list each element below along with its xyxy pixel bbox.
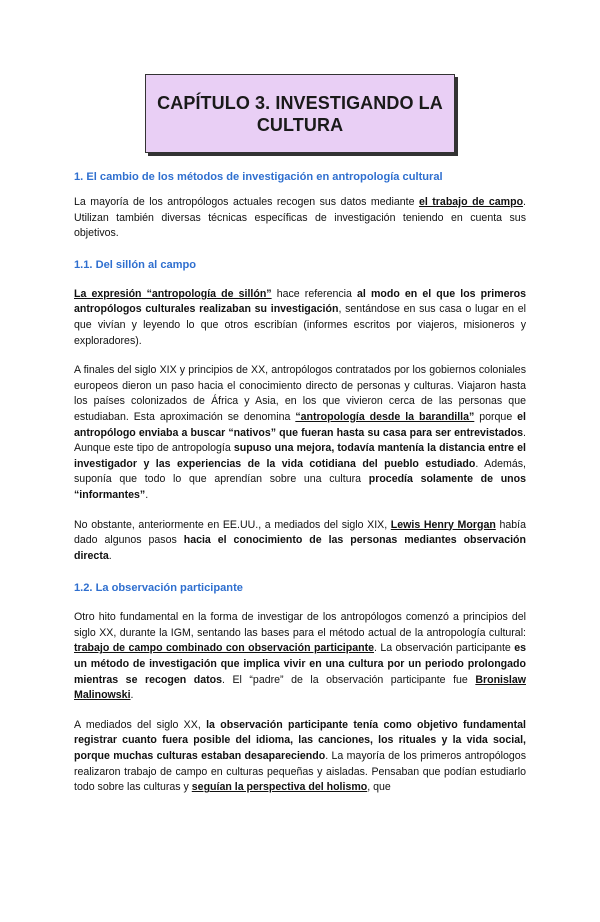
- chapter-title-line1: CAPÍTULO 3. INVESTIGANDO LA: [157, 92, 443, 113]
- bold-text: al modo en el que los primeros antropólogos culturales realizaban su investigación: [74, 287, 526, 316]
- underlined-name: Bronislaw Malinowski: [74, 673, 526, 702]
- bold-text: supuso una mejora, todavía mantenía la distancia entre el investigador y las experiencias de la vida cotidiana del pueblo estudiado: [74, 442, 527, 470]
- bold-text: la observación participante tenía como objetivo fundamental registrar cuanto fuera posible del idioma, las canciones, los rituales y la vida social, porque muchas culturas estaban desapareciendo: [74, 718, 526, 763]
- bold-text: el antropólogo enviaba a buscar “nativos” que fueran hasta su casa para ser entrevistados: [74, 410, 526, 439]
- bold-text: procedía solamente de unos “informantes”: [74, 473, 526, 501]
- underlined-term: el trabajo de campo: [418, 196, 524, 208]
- underlined-name: Lewis Henry Morgan: [390, 518, 496, 531]
- bold-text: hacia el conocimiento de las personas mediantes observación directa: [74, 534, 526, 562]
- section-1-1-paragraph-1: La expresión “antropología de sillón” hace referencia al modo en el que los primeros antropólogos culturales realizaban su investigación, sentándose en sus casa o lugar en el que vivían y leyendo lo que otros escribían (informes escritos por viajeros, misioneros y exploradores).: [74, 287, 526, 347]
- underlined-term: seguían la perspectiva del holismo: [191, 781, 368, 794]
- section-1-1-heading: 1.1. Del sillón al campo: [74, 258, 197, 271]
- section-1-2-paragraph-2: A mediados del siglo XX, la observación participante tenía como objetivo fundamental registrar cuanto fuera posible del idioma, las canciones, los rituales y la vida social, porque muchas culturas estaban desapareciendo. La mayoría de los primeros antropólogos realizaron trabajo de campo en culturas pequeñas y aisladas. Pensaban que podían estudiarlo todo sobre las culturas y seguían la perspectiva del holismo, que: [74, 718, 526, 794]
- underlined-term: “antropología desde la barandilla”: [295, 410, 475, 423]
- document-page: [0, 74, 600, 922]
- underlined-term: La expresión “antropología de sillón”: [74, 287, 272, 300]
- underlined-term: trabajo de campo combinado con observación participante: [74, 642, 374, 655]
- chapter-title-box: [145, 74, 455, 153]
- section-1-2-paragraph-1: Otro hito fundamental en la forma de investigar de los antropólogos comenzó a principios del siglo XX, durante la IGM, sentando las bases para el método actual de la antropología cultural: trabajo de campo combinado con observación participante. La observación participante es un método de investigación que implica vivir en una cultura por un periodo prolongado mientras se recogen datos. El “padre” de la observación participante fue Bronislaw Malinowski.: [74, 611, 526, 702]
- section-1-1-paragraph-3: No obstante, anteriormente en EE.UU., a mediados del siglo XIX, Lewis Henry Morgan había dado algunos pasos hacia el conocimiento de las personas mediantes observación directa.: [74, 518, 526, 562]
- chapter-title-line2: CULTURA: [256, 114, 344, 135]
- section-1-1-paragraph-2: A finales del siglo XIX y principios de XX, antropólogos contratados por los gobiernos coloniales europeos dieron un paso hacia el conocimiento directo de personas y culturas. Viajaron hasta los países colonizados de África y Asia, en los que vivieron cerca de las personas que estudiaban. Esta aproximación se denomina “antropología desde la barandilla” porque el antropólogo enviaba a buscar “nativos” que fueran hasta su casa para ser entrevistados. Aunque este tipo de antropología supuso una mejora, todavía mantenía la distancia entre el investigador y las experiencias de la vida cotidiana del pueblo estudiado. Además, suponía que todo lo que aprendían sobre una cultura procedía solamente de unos “informantes”.: [74, 364, 527, 501]
- chapter-title: [157, 92, 443, 136]
- section-1-heading: 1. El cambio de los métodos de investigación en antropología cultural: [74, 171, 443, 183]
- section-1-2-heading: 1.2. La observación participante: [74, 582, 243, 595]
- bold-text: es un método de investigación que implica vivir en una cultura por un periodo prolongado mientras se recogen datos: [74, 642, 526, 686]
- section-1-paragraph: La mayoría de los antropólogos actuales recogen sus datos mediante el trabajo de campo. Utilizan también diversas técnicas específicas de investigación teniendo en cuenta sus objetivos.: [74, 196, 526, 240]
